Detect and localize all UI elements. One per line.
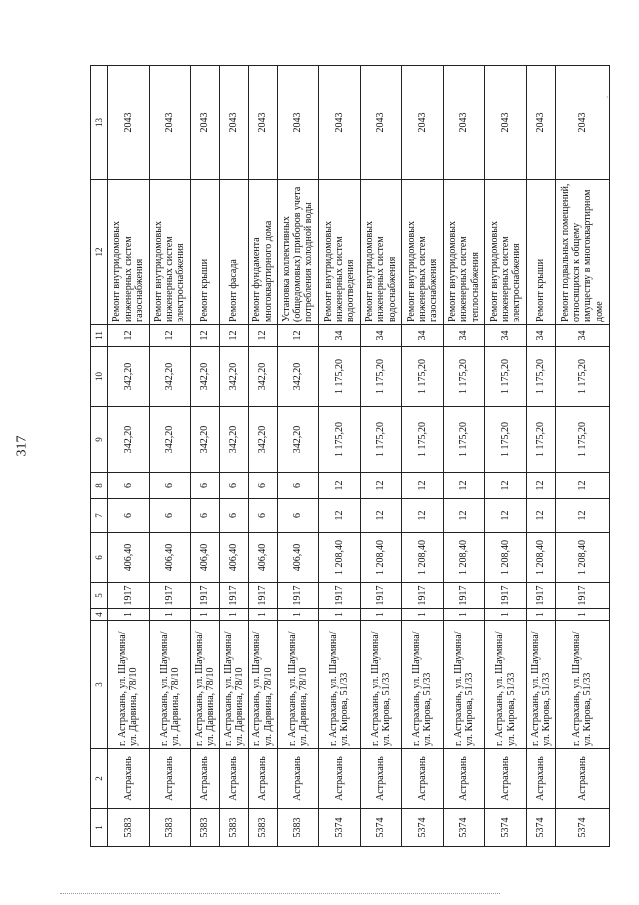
table-cell-col-3: г. Астрахань, ул. Шаумяна/ ул. Дарвина, 78/10 (248, 621, 277, 749)
table-cell-col-5: 1917 (402, 583, 444, 609)
table-cell-col-13: 2043 (443, 66, 485, 180)
table-cell-col-13: 2043 (402, 66, 444, 180)
table-cell-col-13: 2043 (555, 66, 609, 180)
table-cell-col-8: 12 (485, 473, 527, 499)
table-cell-col-3: г. Астрахань, ул. Шаумяна/ ул. Кирова, 51/33 (526, 621, 555, 749)
table-cell-col-11: 34 (526, 325, 555, 347)
table-cell-col-1: 5383 (191, 809, 220, 847)
table-cell-col-5: 1917 (360, 583, 402, 609)
table-cell-col-6: 406,40 (219, 533, 248, 583)
table-cell-col-3: г. Астрахань, ул. Шаумяна/ ул. Кирова, 51/33 (443, 621, 485, 749)
table-cell-col-6: 1 208,40 (319, 533, 361, 583)
table-cell-col-10: 1 175,20 (402, 347, 444, 407)
rotated-table (90, 66, 610, 847)
table-cell-col-2: Астрахань (219, 749, 248, 809)
table-cell-col-5: 1917 (277, 583, 319, 609)
table-cell-col-8: 6 (149, 473, 191, 499)
table-cell-col-10: 1 175,20 (555, 347, 609, 407)
table-cell-col-11: 34 (360, 325, 402, 347)
table-cell-col-12: Ремонт внутридомовых инженерных систем водоотведения (319, 180, 361, 325)
table-cell-col-8: 6 (191, 473, 220, 499)
table-cell-col-4: 1 (526, 609, 555, 621)
table-cell-col-6: 1 208,40 (555, 533, 609, 583)
table-cell-col-10: 1 175,20 (485, 347, 527, 407)
table-cell-col-6: 406,40 (191, 533, 220, 583)
table-cell-col-11: 34 (443, 325, 485, 347)
table-cell-col-2: Астрахань (191, 749, 220, 809)
table-cell-col-12: Установка коллективных (общедомовых) приборов учета потребления холодной воды (277, 180, 319, 325)
table-cell-col-9: 342,20 (108, 407, 150, 473)
table-cell-col-7: 6 (277, 499, 319, 533)
table-cell-col-12: Ремонт внутридомовых инженерных систем теплоснабжения (443, 180, 485, 325)
table-cell-col-4: 1 (485, 609, 527, 621)
table-cell-col-12: Ремонт внутридомовых инженерных систем электроснабжения (485, 180, 527, 325)
table-cell-col-4: 1 (277, 609, 319, 621)
table-row (191, 66, 220, 847)
table-cell-col-12: Ремонт крыши (526, 180, 555, 325)
table-cell-col-5: 1917 (485, 583, 527, 609)
table-cell-col-9: 342,20 (248, 407, 277, 473)
table-cell-col-13: 2043 (108, 66, 150, 180)
table-cell-col-13: 2043 (360, 66, 402, 180)
table-cell-col-10: 342,20 (248, 347, 277, 407)
table-cell-col-3: г. Астрахань, ул. Шаумяна/ ул. Дарвина, 78/10 (219, 621, 248, 749)
table-cell-col-1: 5383 (149, 809, 191, 847)
column-header-12: 12 (91, 180, 108, 325)
table-cell-col-10: 342,20 (108, 347, 150, 407)
table-row (248, 66, 277, 847)
table-cell-col-1: 5374 (402, 809, 444, 847)
table-cell-col-6: 406,40 (277, 533, 319, 583)
table-cell-col-13: 2043 (219, 66, 248, 180)
table-cell-col-11: 34 (319, 325, 361, 347)
column-header-8: 8 (91, 473, 108, 499)
table-cell-col-4: 1 (219, 609, 248, 621)
table-cell-col-12: Ремонт фасада (219, 180, 248, 325)
table-cell-col-9: 342,20 (149, 407, 191, 473)
table-cell-col-11: 12 (108, 325, 150, 347)
table-cell-col-5: 1917 (191, 583, 220, 609)
table-cell-col-3: г. Астрахань, ул. Шаумяна/ ул. Кирова, 51/33 (319, 621, 361, 749)
table-cell-col-2: Астрахань (443, 749, 485, 809)
table-cell-col-3: г. Астрахань, ул. Шаумяна/ ул. Дарвина, 78/10 (108, 621, 150, 749)
table-cell-col-4: 1 (443, 609, 485, 621)
table-container (90, 66, 610, 847)
column-header-6: 6 (91, 533, 108, 583)
table-cell-col-8: 12 (360, 473, 402, 499)
table-cell-col-8: 6 (248, 473, 277, 499)
table-cell-col-5: 1917 (526, 583, 555, 609)
table-cell-col-6: 1 208,40 (360, 533, 402, 583)
table-row (485, 66, 527, 847)
table-cell-col-3: г. Астрахань, ул. Шаумяна/ ул. Дарвина, 78/10 (277, 621, 319, 749)
table-cell-col-11: 12 (191, 325, 220, 347)
table-cell-col-4: 1 (319, 609, 361, 621)
table-cell-col-7: 6 (149, 499, 191, 533)
table-cell-col-2: Астрахань (402, 749, 444, 809)
table-cell-col-7: 6 (248, 499, 277, 533)
table-cell-col-5: 1917 (319, 583, 361, 609)
table-cell-col-10: 342,20 (191, 347, 220, 407)
table-row (443, 66, 485, 847)
table-cell-col-8: 12 (443, 473, 485, 499)
table-cell-col-9: 1 175,20 (526, 407, 555, 473)
table-cell-col-2: Астрахань (248, 749, 277, 809)
table-cell-col-1: 5374 (526, 809, 555, 847)
table-cell-col-2: Астрахань (319, 749, 361, 809)
table-cell-col-5: 1917 (219, 583, 248, 609)
header-row (91, 66, 108, 847)
table-cell-col-8: 12 (555, 473, 609, 499)
table-cell-col-12: Ремонт фундамента многоквартирного дома (248, 180, 277, 325)
column-header-10: 10 (91, 347, 108, 407)
column-header-3: 3 (91, 621, 108, 749)
table-cell-col-13: 2043 (277, 66, 319, 180)
table-cell-col-3: г. Астрахань, ул. Шаумяна/ ул. Кирова, 51/33 (360, 621, 402, 749)
table-body (108, 66, 610, 847)
table-cell-col-12: Ремонт внутридомовых инженерных систем газоснабжения (402, 180, 444, 325)
table-cell-col-6: 1 208,40 (443, 533, 485, 583)
table-cell-col-11: 12 (277, 325, 319, 347)
column-header-1: 1 (91, 809, 108, 847)
table-cell-col-9: 1 175,20 (443, 407, 485, 473)
table-cell-col-12: Ремонт крыши (191, 180, 220, 325)
table-cell-col-7: 12 (319, 499, 361, 533)
table-cell-col-10: 1 175,20 (443, 347, 485, 407)
table-cell-col-5: 1917 (443, 583, 485, 609)
column-header-2: 2 (91, 749, 108, 809)
table-cell-col-7: 12 (443, 499, 485, 533)
table-cell-col-13: 2043 (485, 66, 527, 180)
table-row (402, 66, 444, 847)
table-cell-col-2: Астрахань (108, 749, 150, 809)
table-cell-col-12: Ремонт внутридомовых инженерных систем электроснабжения (149, 180, 191, 325)
table-cell-col-8: 6 (277, 473, 319, 499)
table-cell-col-1: 5374 (485, 809, 527, 847)
table-cell-col-9: 1 175,20 (360, 407, 402, 473)
column-header-9: 9 (91, 407, 108, 473)
table-cell-col-8: 12 (526, 473, 555, 499)
table-cell-col-6: 406,40 (108, 533, 150, 583)
table-cell-col-1: 5383 (219, 809, 248, 847)
table-row (526, 66, 555, 847)
table-row (360, 66, 402, 847)
table-cell-col-8: 6 (108, 473, 150, 499)
margin-mark: · (606, 93, 609, 102)
table-cell-col-4: 1 (248, 609, 277, 621)
table-cell-col-1: 5383 (248, 809, 277, 847)
table-cell-col-7: 12 (555, 499, 609, 533)
column-header-4: 4 (91, 609, 108, 621)
table-cell-col-10: 342,20 (219, 347, 248, 407)
table-cell-col-9: 1 175,20 (485, 407, 527, 473)
table-cell-col-3: г. Астрахань, ул. Шаумяна/ ул. Кирова, 51/33 (402, 621, 444, 749)
column-header-7: 7 (91, 499, 108, 533)
table-cell-col-5: 1917 (149, 583, 191, 609)
table-row (319, 66, 361, 847)
column-header-5: 5 (91, 583, 108, 609)
table-cell-col-2: Астрахань (277, 749, 319, 809)
table-cell-col-2: Астрахань (485, 749, 527, 809)
table-cell-col-2: Астрахань (526, 749, 555, 809)
table-cell-col-1: 5383 (108, 809, 150, 847)
table-cell-col-1: 5374 (360, 809, 402, 847)
table-cell-col-4: 1 (108, 609, 150, 621)
table-cell-col-9: 342,20 (219, 407, 248, 473)
table-row (108, 66, 150, 847)
page-number: 317 (14, 435, 30, 457)
table-cell-col-8: 6 (219, 473, 248, 499)
table-cell-col-3: г. Астрахань, ул. Шаумяна/ ул. Дарвина, 78/10 (191, 621, 220, 749)
table-cell-col-10: 342,20 (277, 347, 319, 407)
table-cell-col-6: 1 208,40 (485, 533, 527, 583)
table-cell-col-1: 5374 (319, 809, 361, 847)
table-cell-col-9: 342,20 (191, 407, 220, 473)
table-cell-col-9: 1 175,20 (319, 407, 361, 473)
table-cell-col-7: 6 (108, 499, 150, 533)
table-cell-col-3: г. Астрахань, ул. Шаумяна/ ул. Кирова, 51/33 (485, 621, 527, 749)
table-cell-col-1: 5374 (443, 809, 485, 847)
table-cell-col-7: 12 (402, 499, 444, 533)
table-cell-col-7: 12 (526, 499, 555, 533)
table-cell-col-6: 1 208,40 (526, 533, 555, 583)
table-cell-col-6: 406,40 (149, 533, 191, 583)
table-cell-col-5: 1917 (555, 583, 609, 609)
table-cell-col-2: Астрахань (555, 749, 609, 809)
table-cell-col-8: 12 (319, 473, 361, 499)
footer-divider (60, 893, 500, 894)
table-cell-col-9: 1 175,20 (555, 407, 609, 473)
table-cell-col-13: 2043 (526, 66, 555, 180)
column-header-13: 13 (91, 66, 108, 180)
table-cell-col-1: 5383 (277, 809, 319, 847)
table-cell-col-11: 34 (555, 325, 609, 347)
table-cell-col-10: 1 175,20 (319, 347, 361, 407)
table-cell-col-7: 12 (360, 499, 402, 533)
table-cell-col-12: Ремонт подвальных помещений, относящихся к общему имуществу в многоквартирном доме (555, 180, 609, 325)
repair-schedule-table (90, 65, 610, 847)
table-row (149, 66, 191, 847)
table-cell-col-5: 1917 (108, 583, 150, 609)
table-cell-col-8: 12 (402, 473, 444, 499)
table-cell-col-10: 342,20 (149, 347, 191, 407)
table-cell-col-13: 2043 (248, 66, 277, 180)
table-cell-col-2: Астрахань (149, 749, 191, 809)
table-cell-col-4: 1 (191, 609, 220, 621)
table-cell-col-3: г. Астрахань, ул. Шаумяна/ ул. Дарвина, 78/10 (149, 621, 191, 749)
table-cell-col-5: 1917 (248, 583, 277, 609)
table-cell-col-11: 12 (149, 325, 191, 347)
table-row (277, 66, 319, 847)
table-cell-col-11: 12 (219, 325, 248, 347)
table-cell-col-6: 406,40 (248, 533, 277, 583)
table-cell-col-7: 6 (219, 499, 248, 533)
table-cell-col-11: 34 (402, 325, 444, 347)
column-header-11: 11 (91, 325, 108, 347)
table-cell-col-4: 1 (149, 609, 191, 621)
table-cell-col-12: Ремонт внутридомовых инженерных систем газоснабжения (108, 180, 150, 325)
table-cell-col-11: 12 (248, 325, 277, 347)
table-cell-col-10: 1 175,20 (360, 347, 402, 407)
table-cell-col-13: 2043 (149, 66, 191, 180)
table-cell-col-4: 1 (402, 609, 444, 621)
table-row (219, 66, 248, 847)
table-cell-col-7: 12 (485, 499, 527, 533)
table-cell-col-4: 1 (555, 609, 609, 621)
table-cell-col-11: 34 (485, 325, 527, 347)
table-cell-col-9: 1 175,20 (402, 407, 444, 473)
table-cell-col-3: г. Астрахань, ул. Шаумяна/ ул. Кирова, 51/33 (555, 621, 609, 749)
table-cell-col-1: 5374 (555, 809, 609, 847)
table-cell-col-9: 342,20 (277, 407, 319, 473)
table-cell-col-7: 6 (191, 499, 220, 533)
table-cell-col-6: 1 208,40 (402, 533, 444, 583)
table-row (555, 66, 609, 847)
table-cell-col-10: 1 175,20 (526, 347, 555, 407)
table-cell-col-13: 2043 (191, 66, 220, 180)
table-cell-col-12: Ремонт внутридомовых инженерных систем водоснабжения (360, 180, 402, 325)
table-cell-col-2: Астрахань (360, 749, 402, 809)
table-cell-col-13: 2043 (319, 66, 361, 180)
table-cell-col-4: 1 (360, 609, 402, 621)
